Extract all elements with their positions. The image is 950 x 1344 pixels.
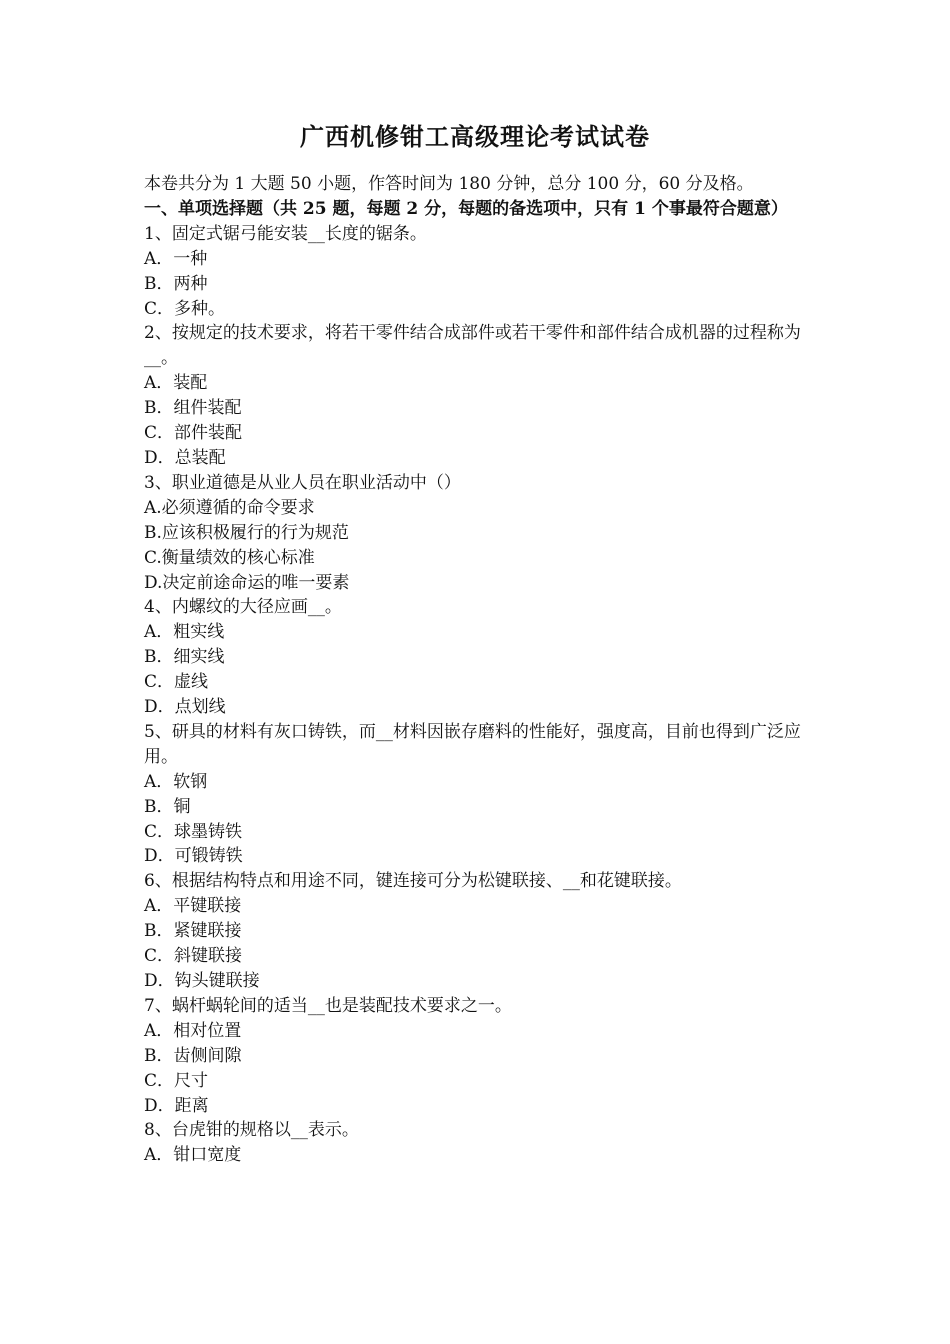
question-stem: 5、研具的材料有灰口铸铁，而__材料因嵌存磨料的性能好，强度高，目前也得到广泛应用。 <box>144 721 801 767</box>
question-option: C．部件装配 <box>144 423 243 444</box>
exam-title: 广西机修钳工高级理论考试试卷 <box>300 122 650 151</box>
question-option: C．斜键联接 <box>144 946 243 967</box>
question-option: A．钳口宽度 <box>144 1145 242 1166</box>
question-option: B．两种 <box>144 273 208 294</box>
question-option: D．点划线 <box>144 697 226 718</box>
question-stem: 2、按规定的技术要求，将若干零件结合成部件或若干零件和部件结合成机器的过程称为__。 <box>144 323 801 369</box>
section-heading: 一、单项选择题（共 25 题，每题 2 分，每题的备选项中，只有 1 个事最符合题意） <box>144 198 788 219</box>
question-option: D．总装配 <box>144 447 226 468</box>
question-option: C．多种。 <box>144 298 226 319</box>
exam-body <box>144 172 808 1168</box>
question-stem: 6、根据结构特点和用途不同，键连接可分为松键联接、__和花键联接。 <box>144 871 682 892</box>
question-option: C．球墨铸铁 <box>144 821 243 842</box>
question-option: C．尺寸 <box>144 1070 209 1091</box>
question-stem: 8、台虎钳的规格以__表示。 <box>144 1120 359 1141</box>
question-option: B．铜 <box>144 796 191 817</box>
question-option: A．相对位置 <box>144 1020 242 1041</box>
question-option: B．组件装配 <box>144 398 242 419</box>
question-option: C．虚线 <box>144 672 209 693</box>
question-option: D.决定前途命运的唯一要素 <box>144 572 350 593</box>
question-stem: 4、内螺纹的大径应画__。 <box>144 597 342 618</box>
question-option: A．装配 <box>144 373 208 394</box>
question-option: D．距离 <box>144 1095 209 1116</box>
question-option: B．紧键联接 <box>144 921 242 942</box>
question-stem: 7、蜗杆蜗轮间的适当__也是装配技术要求之一。 <box>144 995 512 1016</box>
question-option: B．细实线 <box>144 647 225 668</box>
question-option: A.必须遵循的命令要求 <box>144 497 315 518</box>
question-option: B.应该积极履行的行为规范 <box>144 522 349 543</box>
question-option: A．粗实线 <box>144 622 225 643</box>
question-option: A．平键联接 <box>144 896 242 917</box>
question-stem: 3、职业道德是从业人员在职业活动中（） <box>144 472 461 493</box>
question-stem: 1、固定式锯弓能安装__长度的锯条。 <box>144 223 427 244</box>
question-option: A．一种 <box>144 248 208 269</box>
question-option: D．钩头键联接 <box>144 971 260 991</box>
question-option: D．可锻铸铁 <box>144 846 243 867</box>
question-option: A．软钢 <box>144 771 208 792</box>
question-option: C.衡量绩效的核心标准 <box>144 547 315 568</box>
question-option: B．齿侧间隙 <box>144 1045 242 1066</box>
exam-intro: 本卷共分为 1 大题 50 小题，作答时间为 180 分钟，总分 100 分，60 分及格。 <box>144 174 754 194</box>
